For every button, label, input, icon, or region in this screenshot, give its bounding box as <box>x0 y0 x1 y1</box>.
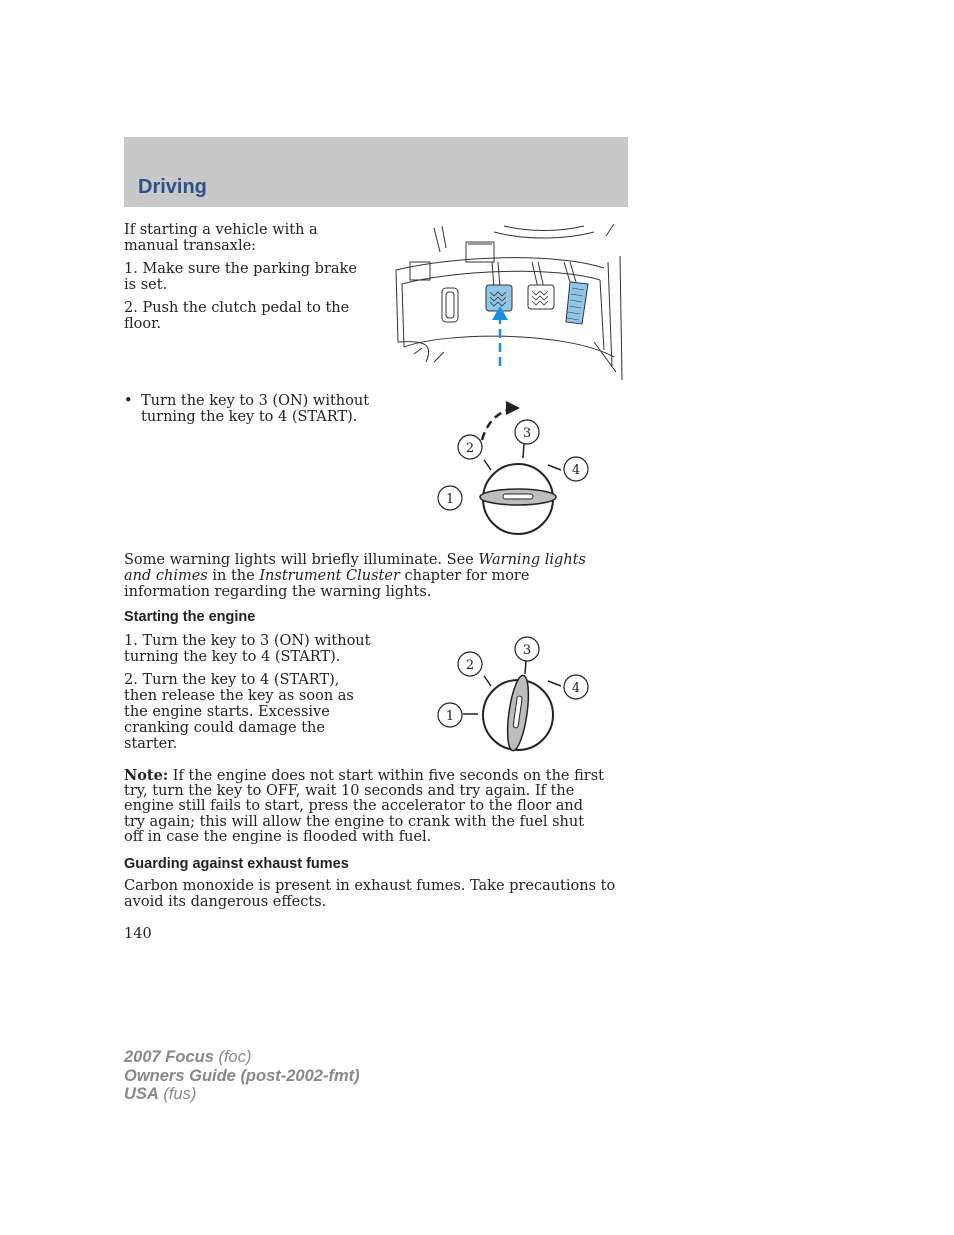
page-number: 140 <box>124 926 152 942</box>
note-paragraph <box>124 768 606 845</box>
warning-text-1: Some warning lights will briefly illuminate. See <box>124 552 479 568</box>
footer-line-3: USA (fus) <box>124 1085 197 1103</box>
warning-ref-2: Instrument Cluster <box>259 568 400 584</box>
label-3: 3 <box>522 426 532 441</box>
bullet-text: Turn the key to 3 (ON) without turning the key to 4 (START). <box>141 393 370 425</box>
exhaust-heading: Guarding against exhaust fumes <box>124 856 349 872</box>
warning-text-2: in the <box>207 568 260 584</box>
note-text: If the engine does not start within five seconds on the first try, turn the key to OFF, wait 10 seconds and try again. If the engine still fails to start, press the accelerator to the floor and try again; this will allow the engine to crank with the fuel shut off in case the engine is flooded with fuel. <box>124 768 604 845</box>
footer-line-2: Owners Guide (post-2002-fmt) <box>124 1066 360 1085</box>
footer-line-1: 2007 Focus (foc) <box>124 1048 252 1066</box>
note-label: Note: <box>124 767 169 784</box>
pedal-svg <box>394 222 628 382</box>
ignition-illustration-start <box>430 632 600 757</box>
bullet-dot: • <box>124 393 133 409</box>
label-2: 2 <box>465 441 475 456</box>
rotation-arrow <box>482 408 516 440</box>
label-2b: 2 <box>465 658 475 673</box>
manual-step-2: 2. Push the clutch pedal to the floor. <box>124 300 350 332</box>
ignition-illustration-on <box>430 398 600 538</box>
footer <box>124 1048 360 1104</box>
accelerator-pedal <box>566 282 588 324</box>
warning-paragraph <box>124 552 604 600</box>
manual-intro: If starting a vehicle with a manual transaxle: <box>124 222 318 254</box>
label-4b: 4 <box>571 681 581 696</box>
warning-ref-1: Warning lights and chimes <box>124 552 586 584</box>
starting-heading: Starting the engine <box>124 609 256 625</box>
label-1b: 1 <box>445 709 455 724</box>
starting-step-2: 2. Turn the key to 4 (START), then release the key as soon as the engine starts. Excessive cranking could damage the starter. <box>124 672 354 752</box>
label-1: 1 <box>445 492 455 507</box>
exhaust-text: Carbon monoxide is present in exhaust fumes. Take precautions to avoid its dangerous effects. <box>124 878 616 910</box>
warning-text-3: chapter for more information regarding the warning lights. <box>124 568 530 600</box>
pedal-illustration <box>394 222 628 382</box>
section-title: Driving <box>138 176 207 198</box>
label-3b: 3 <box>522 643 532 658</box>
manual-step-1: 1. Make sure the parking brake is set. <box>124 261 357 293</box>
starting-step-1: 1. Turn the key to 3 (ON) without turning the key to 4 (START). <box>124 633 371 665</box>
label-4: 4 <box>571 463 581 478</box>
